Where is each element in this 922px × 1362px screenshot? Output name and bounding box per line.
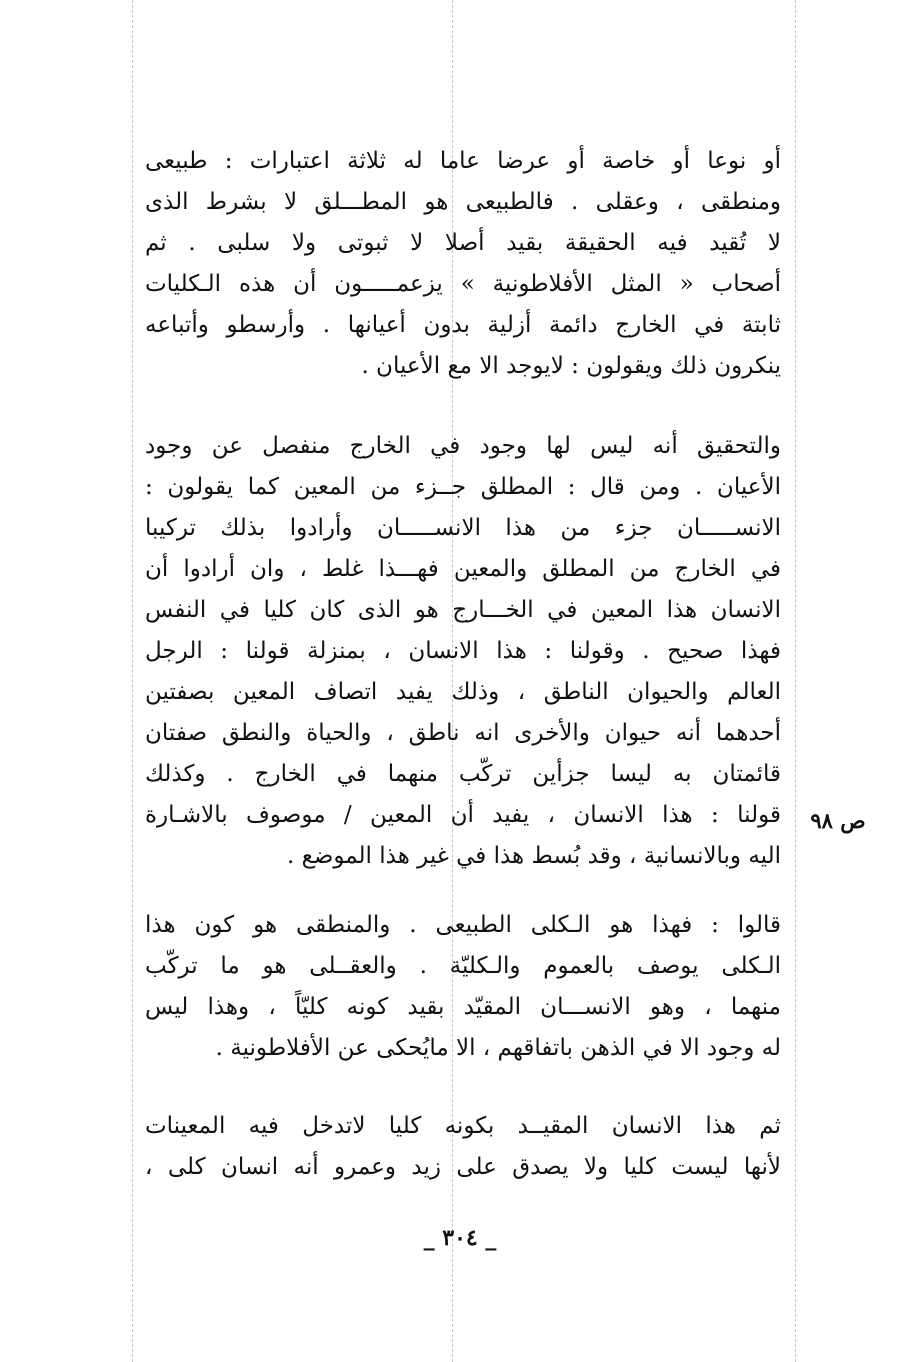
text-line: أصحاب « المثل الأفلاطونية » يزعمـــــون أن هذه الـكليات [145, 271, 781, 297]
text-line: فهذا صحيح . وقولنا : هذا الانسان ، بمنزلة قولنا : الرجل [145, 638, 781, 664]
text-line: الأعيان . ومن قال : المطلق جــزء من المعين كما يقولون : [145, 474, 781, 500]
paragraph-4 [145, 1106, 781, 1188]
text-line: قالوا : فهذا هو الـكلى الطبيعى . والمنطقى هو كون هذا [145, 912, 781, 938]
text-line: أحدهما أنه حيوان والأخرى انه ناطق ، والحياة والنطق صفتان [145, 720, 781, 746]
text-line: الانسان هذا المعين في الخـــارج هو الذى كان كليا في النفس [145, 597, 781, 623]
text-line: ومنطقى ، وعقلى . فالطبيعى هو المطـــلق لا بشرط الذى [145, 189, 781, 215]
paragraph-3 [145, 905, 781, 1069]
text-line: الانســـــان جزء من هذا الانســـــان وأرادوا بذلك تركيبا [145, 515, 781, 541]
paragraph-1 [145, 141, 781, 387]
scan-guide-line-left [132, 0, 133, 1362]
text-line: لأنها ليست كليا ولا يصدق على زيد وعمرو أنه انسان كلى ، [145, 1154, 781, 1180]
text-line: قائمتان به ليسا جزأين تركّب منهما في الخارج . وكذلك [145, 761, 781, 787]
page-number: _ ٣٠٤ _ [423, 1225, 497, 1251]
text-line: اليه وبالانسانية ، وقد بُسط هذا في غير هذا الموضع . [286, 843, 781, 869]
text-line: ينكرون ذلك ويقولون : لايوجد الا مع الأعيان . [361, 353, 781, 379]
margin-page-reference: ص ٩٨ [810, 808, 866, 833]
text-line: الـكلى يوصف بالعموم والـكليّة . والعقــلى هو ما تركّب [145, 953, 781, 979]
paragraph-2 [145, 426, 781, 877]
text-line: لا تُقيد فيه الحقيقة بقيد أصلا لا ثبوتى ولا سلبى . ثم [145, 230, 781, 256]
text-line: ثم هذا الانسان المقيــد بكونه كليا لاتدخل فيه المعينات [145, 1113, 781, 1139]
text-line: منهما ، وهو الانســـان المقيّد بقيد كونه كليّاً ، وهذا ليس [145, 994, 781, 1020]
text-line: قولنا : هذا الانسان ، يفيد أن المعين / موصوف بالاشـارة [145, 802, 781, 828]
text-line: في الخارج من المطلق والمعين فهـــذا غلط ، وان أرادوا أن [145, 556, 781, 582]
text-line: والتحقيق أنه ليس لها وجود في الخارج منفصل عن وجود [145, 433, 781, 459]
text-line: ثابتة في الخارج دائمة أزلية بدون أعيانها . وأرسطو وأتباعه [145, 312, 781, 338]
text-line: له وجود الا في الذهن باتفاقهم ، الا مايُحكى عن الأفلاطونية . [215, 1035, 781, 1061]
text-line: العالم والحيوان الناطق ، وذلك يفيد اتصاف المعين بصفتين [145, 679, 781, 705]
scan-guide-line-right [795, 0, 796, 1362]
text-line: أو نوعا أو خاصة أو عرضا عاما له ثلاثة اعتبارات : طبيعى [145, 148, 781, 174]
